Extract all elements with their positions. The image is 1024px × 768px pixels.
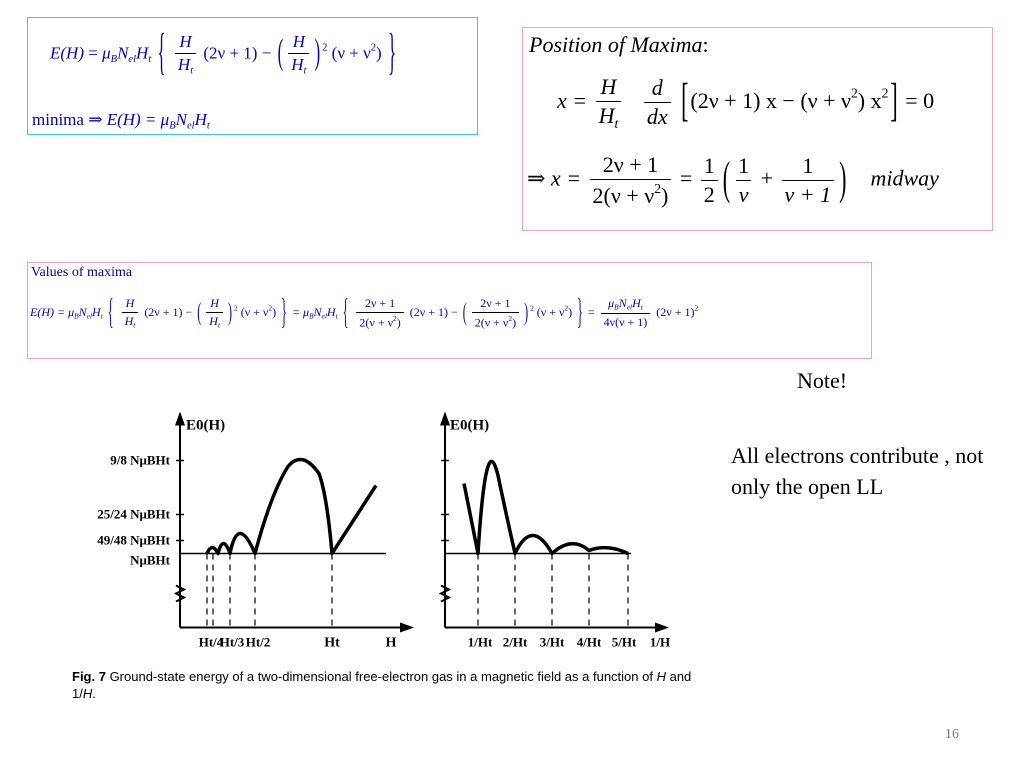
- energy-lhs: E(H): [50, 43, 84, 63]
- x-label-ht4: Ht/4: [198, 634, 224, 650]
- left-axis-title: E0(H): [186, 417, 226, 434]
- hht-den: $H_t$: [596, 101, 622, 132]
- minima-n: N: [175, 110, 187, 129]
- h-subscript: t: [148, 53, 152, 65]
- frac-den-h: H: [177, 55, 191, 74]
- left-panel: [97, 412, 414, 651]
- y-label-3: 49/48 NμBHt: [97, 532, 170, 548]
- n-subscript: el: [128, 53, 137, 65]
- one-b: 1: [802, 153, 814, 179]
- page-number: 16: [945, 727, 959, 742]
- values-eq-end: =: [587, 305, 595, 320]
- result-equation: [527, 152, 939, 209]
- n-symbol: N: [117, 43, 129, 63]
- frac-numerator: H: [179, 32, 192, 51]
- minima-n-sub: el: [186, 120, 195, 132]
- nu-den: ν: [736, 180, 752, 208]
- hht-den-h: H: [598, 103, 615, 128]
- power-2: 2: [322, 42, 328, 54]
- ground-state-energy-figure: [66, 383, 686, 713]
- maxima-title-line: [529, 32, 709, 58]
- maxima-colon: :: [702, 32, 709, 57]
- midway-label: midway: [870, 165, 939, 191]
- h-over-ht: [596, 74, 622, 132]
- d-num: d: [651, 75, 663, 101]
- v-f3-num: 2ν + 1: [364, 296, 396, 310]
- one-over-nu-plus-one: [782, 153, 835, 208]
- mu-symbol: μ: [102, 43, 111, 63]
- d-den: dx: [644, 102, 671, 130]
- values-eq-mid: = μ: [291, 305, 309, 320]
- note-label: Note!: [797, 368, 848, 393]
- implies-x: ⇒ x =: [527, 165, 582, 191]
- right-axis-title: E0(H): [450, 417, 490, 434]
- electrons-note: All electrons contribute , not only the open LL: [731, 443, 984, 499]
- half-den: 2: [701, 180, 718, 208]
- x-label-1ht: 1/Ht: [467, 634, 493, 650]
- paren-close: ): [314, 32, 321, 73]
- paren-close-2: ): [839, 151, 847, 204]
- left-energy-curve: [207, 459, 376, 553]
- equals-zero: = 0: [905, 87, 935, 113]
- caption-h2: H: [82, 686, 93, 701]
- h-symbol: H: [136, 43, 149, 63]
- v-frac-1: $\frac{H}{H_t}$: [122, 296, 139, 330]
- term-b-open: (ν + ν: [331, 43, 371, 63]
- values-lhs: E(H) = μ: [30, 305, 75, 320]
- d-dx: [644, 75, 671, 130]
- frac2-den-sub: t: [303, 65, 307, 77]
- energy-equation-box: [27, 17, 478, 135]
- nu-plus-one: ν + 1: [782, 180, 835, 208]
- values-part-c: (2ν + 1) −: [409, 305, 458, 320]
- plus-sign: +: [760, 165, 773, 191]
- values-part-b: (ν + ν: [240, 305, 269, 320]
- x-label-4ht: 4/Ht: [576, 634, 602, 650]
- frac-denominator: [175, 53, 196, 77]
- minima-mu-sub: B: [169, 120, 176, 132]
- x-label-2ht: 2/Ht: [502, 634, 528, 650]
- v-frac-5: $\frac{\mu_BN_{el}H_t}{4\nu(\nu + 1)}$: [601, 296, 651, 330]
- bracket-tail: ) x: [857, 87, 882, 113]
- frac-den-sub: t: [190, 65, 194, 77]
- minima-equation: [32, 110, 210, 132]
- maxima-values-box: [27, 262, 872, 359]
- y-label-2: 25/24 NμBHt: [97, 506, 170, 522]
- right-energy-curve: [464, 461, 628, 553]
- derivative-equation: x = $\frac{H}{H_t}$ $\frac{d}{dx}$ [(2ν + 1) $x - (\nu + \nu^2)$ $x^2] = 0$: [557, 73, 935, 131]
- y-label-4: NμBHt: [130, 552, 170, 568]
- v-f3-den: 2(ν + ν: [359, 315, 394, 330]
- caption-end: .: [92, 686, 96, 701]
- v-frac-3: $\frac{2\nu + 1}{2(\nu + \nu^2)}$: [356, 296, 403, 331]
- values-part-a: (2ν + 1) −: [144, 305, 193, 320]
- res-den-body: 2(ν + ν: [592, 183, 655, 209]
- minima-rhs: E(H) = μ: [106, 110, 170, 129]
- minima-label: minima ⇒: [32, 110, 103, 129]
- x-label-1h: 1/H: [649, 634, 671, 650]
- paren-open: (: [277, 32, 284, 73]
- values-tail: (2ν + 1): [656, 305, 695, 320]
- equals-sign: =: [88, 43, 98, 63]
- curly-open: {: [157, 23, 166, 81]
- v-f5-mu: μ: [608, 296, 615, 311]
- caption-and: and 1/: [72, 669, 692, 701]
- minima-h: H: [194, 110, 207, 129]
- x-equals: x =: [557, 87, 588, 113]
- energy-equation: [50, 23, 398, 81]
- x-label-ht: Ht: [324, 635, 340, 651]
- half-num: 1: [703, 153, 715, 179]
- bracket-close: ]: [890, 73, 898, 127]
- caption-h: H: [656, 669, 666, 684]
- hht-num: H: [600, 74, 617, 99]
- v-frac-2: $\frac{H}{H_t}$: [206, 296, 223, 330]
- v-f4-den: 2(ν + ν: [474, 315, 509, 330]
- x-label-h: H: [385, 635, 397, 651]
- x-label-3ht: 3/Ht: [539, 634, 565, 650]
- h-over-ht-fraction-2: [288, 32, 309, 77]
- v-f5-den: 4ν(ν + 1): [601, 313, 651, 330]
- res-den-close: ): [661, 183, 669, 209]
- maxima-position-box: [522, 27, 993, 231]
- maxima-title: Position of Maxima: [529, 32, 703, 57]
- x-label-5ht: 5/Ht: [611, 634, 637, 650]
- values-equation: $E(H) = \mu_BN_{el}H_t$ { $\frac{H}{H_t}$ (2ν + 1) − ( $\frac{H}{H_t}$ ) $^2$ $(\nu + \nu^2)$ } = $\mu_BN_{el}H_t$ { $\frac{2\nu + 1}{2(\nu + \nu^2)}$ (2ν + 1) − ( $\frac{2\nu + 1}{2(\nu + \nu^2)}$ ) $^2$ $(\nu + \nu^2)$ } = $\frac{\mu_BN_{el}H_t}{4\nu(\nu + 1)}$ $(2\nu + 1)^2$: [30, 290, 699, 333]
- paren-open-2: (: [722, 151, 731, 204]
- frac2-denominator: [288, 53, 309, 77]
- bracket-body: (2ν + 1) x − (ν + ν: [690, 87, 851, 113]
- half-fraction: [701, 153, 718, 208]
- equals-2: =: [679, 165, 693, 191]
- one-over-nu: [735, 153, 752, 208]
- res-den: $2(\nu + \nu^2)$: [590, 179, 672, 209]
- caption-text: Ground-state energy of a two-dimensional free-electron gas in a magnetic field as a function of: [105, 669, 657, 684]
- values-title: Values of maxima: [31, 265, 133, 280]
- term-a: (2ν + 1): [203, 43, 258, 63]
- y-label-1: 9/8 NμBHt: [110, 452, 170, 468]
- nu-power: 2: [370, 42, 377, 54]
- mu-subscript: B: [110, 53, 118, 65]
- right-panel: [440, 412, 670, 650]
- result-fraction: [590, 152, 672, 209]
- bracket-open: [: [681, 73, 689, 127]
- values-part-d: (ν + ν: [536, 305, 565, 320]
- v-frac-4: $\frac{2\nu + 1}{2(\nu + \nu^2)}$: [472, 296, 519, 331]
- res-num: 2ν + 1: [602, 152, 659, 177]
- figure-caption: [72, 668, 692, 702]
- x-label-ht2: Ht/2: [245, 634, 271, 650]
- caption-fig-label: Fig. 7: [72, 669, 106, 684]
- frac2-den-h: H: [291, 55, 304, 74]
- frac2-numerator: H: [292, 32, 305, 51]
- one-a: 1: [738, 153, 750, 179]
- x-label-ht3: Ht/3: [219, 634, 245, 650]
- minima-h-sub: t: [206, 120, 210, 132]
- term-b-close: ): [376, 43, 382, 63]
- minus-sign: −: [261, 43, 272, 63]
- h-over-ht-fraction: [175, 32, 196, 77]
- v-f4-num: 2ν + 1: [480, 296, 511, 310]
- curly-close: }: [387, 23, 397, 81]
